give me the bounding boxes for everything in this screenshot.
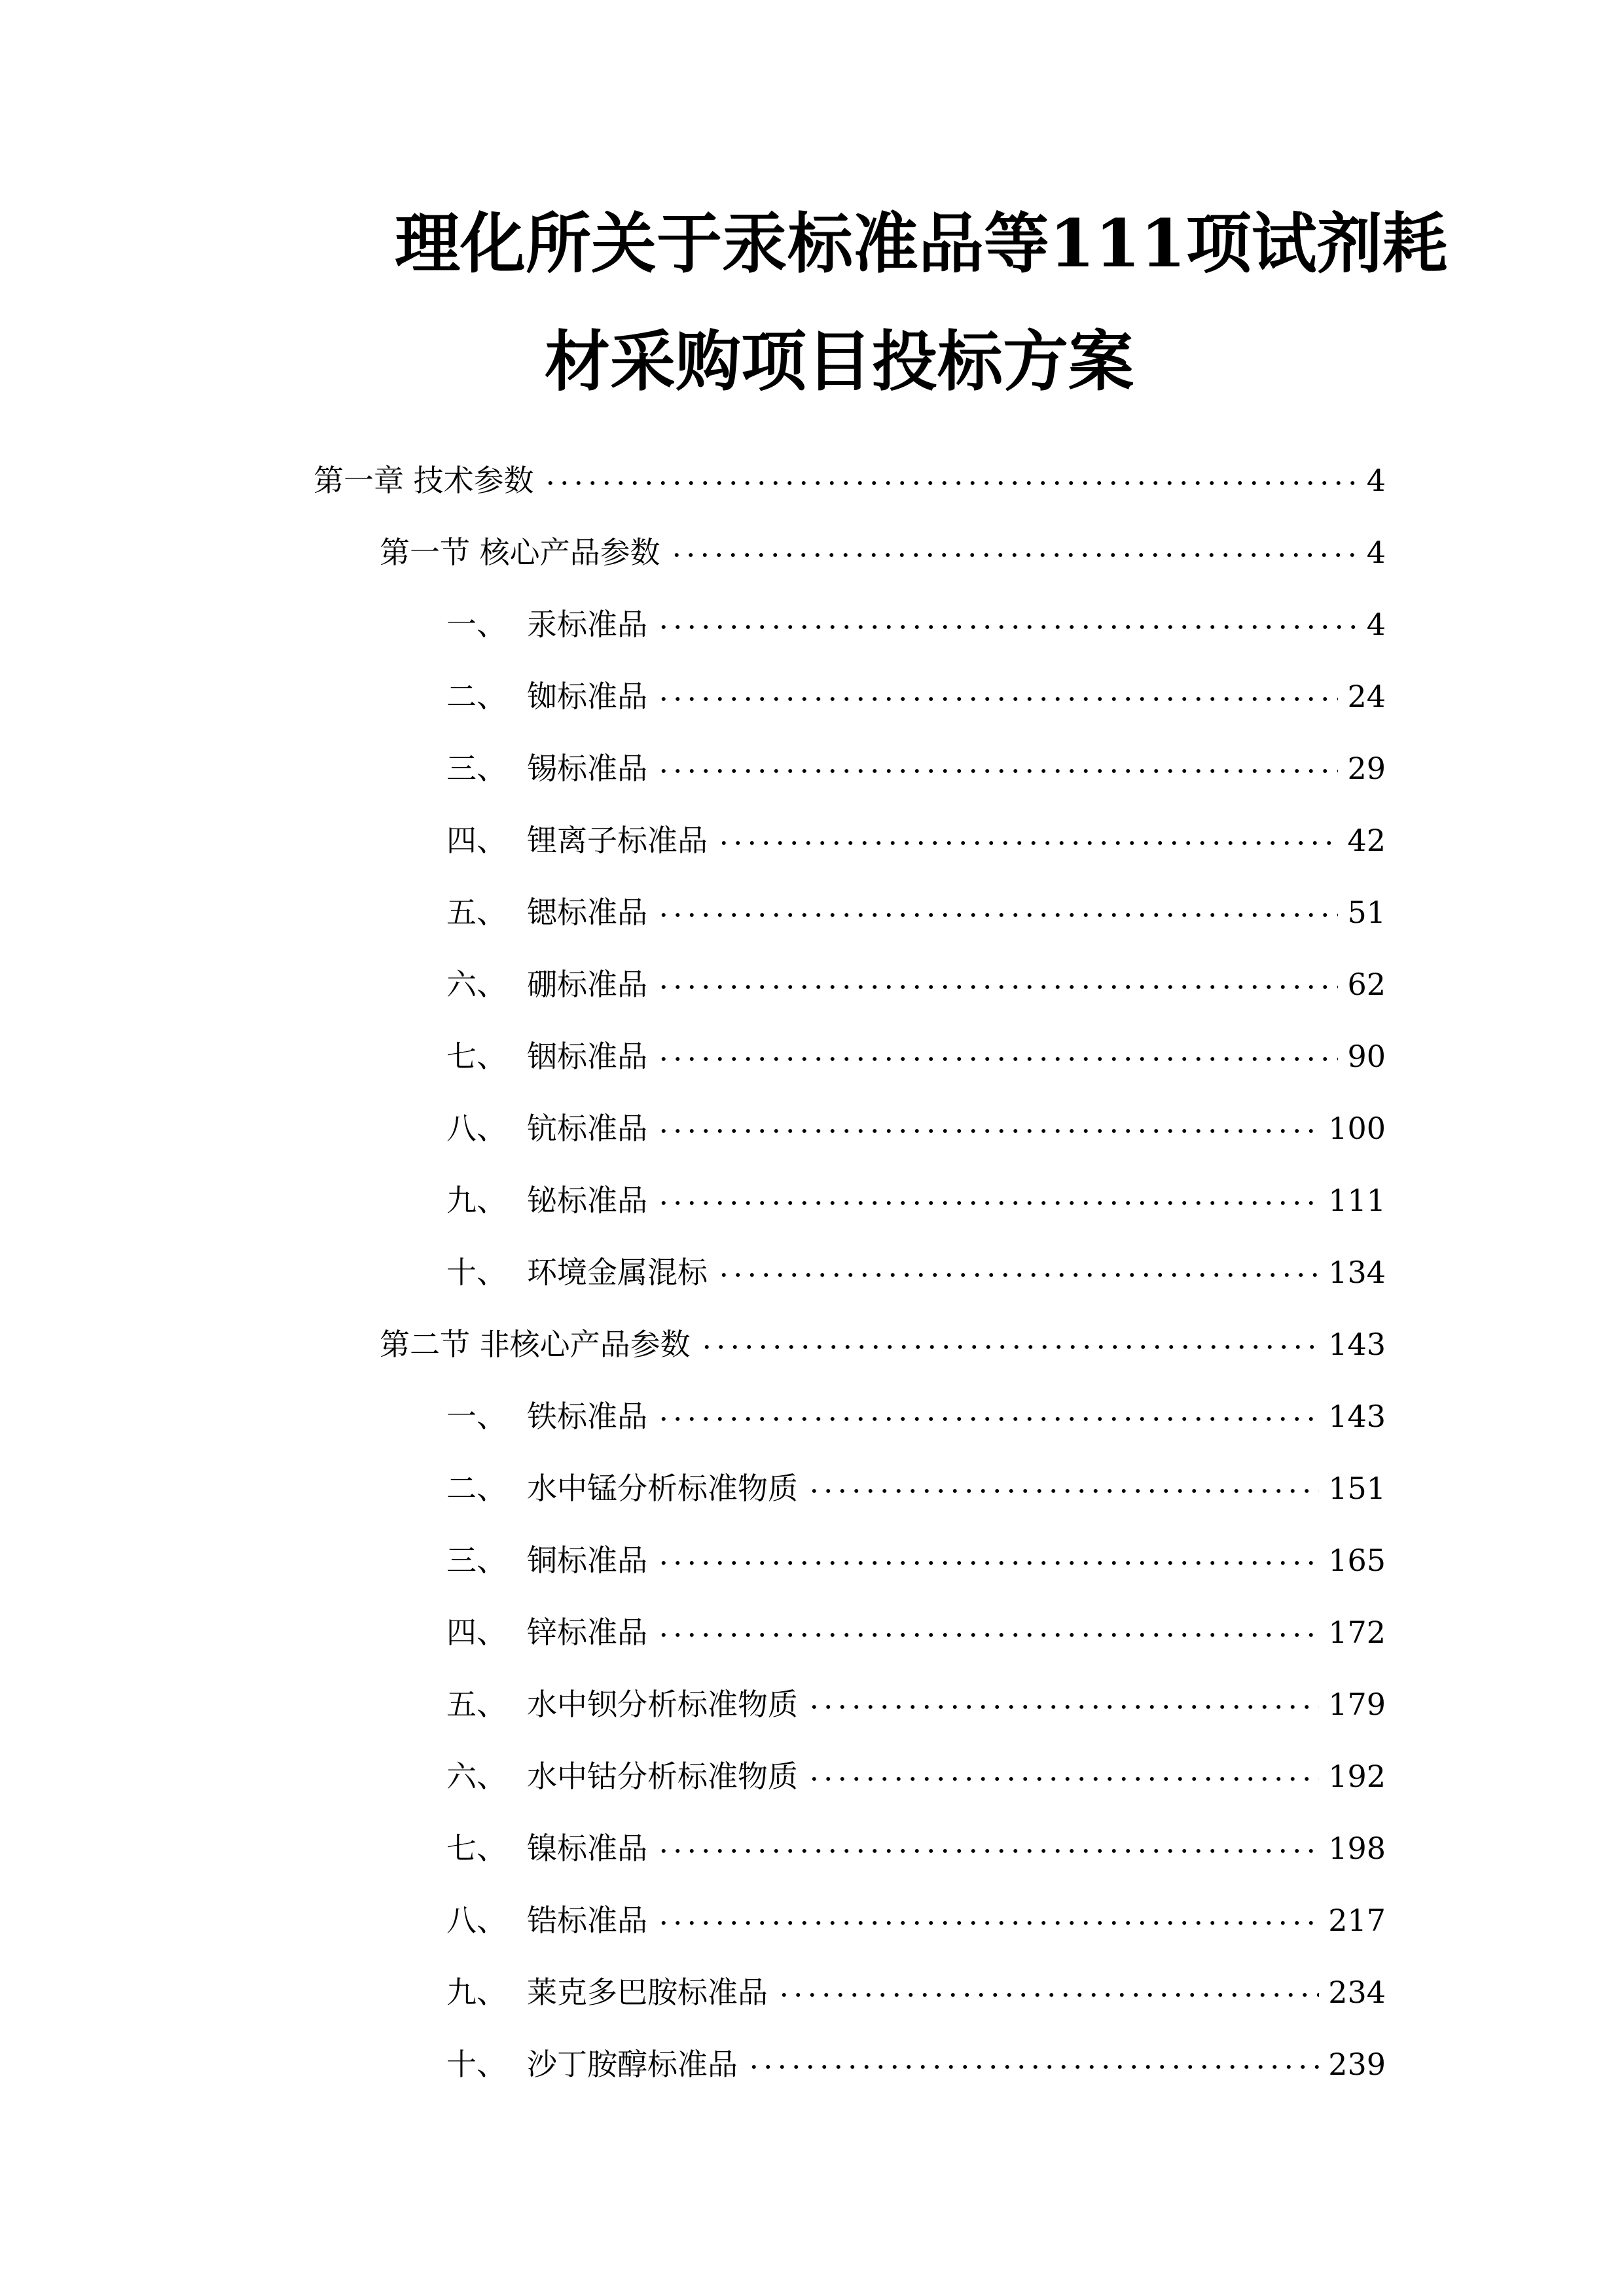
toc-entry-page-number: 4: [1366, 607, 1386, 642]
toc-entry-number: 七、: [446, 1831, 507, 1866]
toc-entry-number: 二、: [446, 1471, 507, 1506]
toc-entry-number: 三、: [446, 1543, 507, 1578]
toc-entry-number: 四、: [446, 1615, 507, 1650]
toc-entry-title: 第二节 非核心产品参数: [380, 1327, 691, 1362]
toc-entry-page-number: 42: [1347, 823, 1386, 858]
dot-leader: [670, 524, 1358, 563]
toc-entry-title: 锡标准品: [527, 751, 647, 786]
toc-entry-page-number: 100: [1328, 1111, 1386, 1146]
toc-entry-number: 十、: [446, 2047, 507, 2082]
toc-entry[interactable]: [446, 668, 1386, 714]
toc-entry[interactable]: [446, 884, 1386, 930]
toc-entry-title: 铋标准品: [527, 1183, 647, 1218]
toc-entry-number: 七、: [446, 1039, 507, 1074]
dot-leader: [657, 1820, 1319, 1859]
toc-entry[interactable]: [446, 956, 1386, 1002]
toc-entry[interactable]: [446, 1172, 1386, 1218]
dot-leader: [657, 1100, 1319, 1139]
toc-entry-title: 水中钡分析标准物质: [527, 1687, 798, 1722]
dot-leader: [717, 1244, 1319, 1283]
toc-entry-number: 八、: [446, 1903, 507, 1938]
toc-entry-title: 锆标准品: [527, 1903, 647, 1938]
toc-entry-page-number: 179: [1328, 1687, 1386, 1722]
toc-entry-title: 水中钴分析标准物质: [527, 1759, 798, 1794]
dot-leader: [657, 1892, 1319, 1931]
dot-leader: [657, 668, 1338, 707]
toc-entry[interactable]: [380, 1316, 1386, 1362]
toc-entry-title: 第一章 技术参数: [314, 463, 534, 498]
dot-leader: [543, 452, 1358, 491]
dot-leader: [657, 1028, 1338, 1067]
dot-leader: [777, 1964, 1319, 2003]
toc-entry-page-number: 172: [1328, 1615, 1386, 1650]
toc-entry-page-number: 217: [1328, 1903, 1386, 1938]
toc-entry-title: 锶标准品: [527, 895, 647, 930]
toc-entry[interactable]: [446, 1820, 1386, 1866]
toc-entry[interactable]: [446, 1964, 1386, 2010]
toc-entry-number: 十、: [446, 1255, 507, 1290]
toc-entry[interactable]: [446, 1676, 1386, 1722]
toc-entry-page-number: 24: [1347, 679, 1386, 714]
dot-leader: [657, 884, 1338, 923]
toc-entry-page-number: 111: [1328, 1183, 1386, 1218]
toc-entry-page-number: 4: [1366, 535, 1386, 570]
toc-entry[interactable]: [446, 1100, 1386, 1146]
toc-entry[interactable]: [446, 1892, 1386, 1938]
toc-entry[interactable]: [446, 1604, 1386, 1650]
dot-leader: [657, 596, 1358, 635]
toc-entry-page-number: 198: [1328, 1831, 1386, 1866]
toc-entry-number: 九、: [446, 1975, 507, 2010]
toc-entry-page-number: 192: [1328, 1759, 1386, 1794]
dot-leader: [657, 956, 1338, 995]
toc-entry-number: 五、: [446, 895, 507, 930]
toc-entry-number: 二、: [446, 679, 507, 714]
toc-entry-number: 一、: [446, 607, 507, 642]
toc-entry-page-number: 134: [1328, 1255, 1386, 1290]
toc-entry[interactable]: [446, 812, 1386, 858]
dot-leader: [657, 1532, 1319, 1571]
dot-leader: [657, 1172, 1319, 1211]
toc-entry-title: 铜标准品: [527, 1543, 647, 1578]
toc-entry-page-number: 151: [1328, 1471, 1386, 1506]
toc-entry-title: 水中锰分析标准物质: [527, 1471, 798, 1506]
toc-entry-page-number: 234: [1328, 1975, 1386, 2010]
document-title-line-2: 材采购项目投标方案: [545, 323, 1134, 400]
dot-leader: [717, 812, 1338, 851]
toc-entry-title: 莱克多巴胺标准品: [527, 1975, 768, 2010]
toc-entry-number: 六、: [446, 967, 507, 1002]
toc-entry-page-number: 143: [1328, 1327, 1386, 1362]
toc-entry[interactable]: [446, 740, 1386, 786]
toc-entry-title: 铟标准品: [527, 1039, 647, 1074]
dot-leader: [700, 1316, 1320, 1355]
toc-entry-title: 锂离子标准品: [527, 823, 708, 858]
dot-leader: [657, 740, 1338, 779]
toc-entry-title: 汞标准品: [527, 607, 647, 642]
toc-entry-number: 一、: [446, 1399, 507, 1434]
toc-entry[interactable]: [446, 2036, 1386, 2082]
toc-entry-page-number: 4: [1366, 463, 1386, 498]
toc-entry-number: 九、: [446, 1183, 507, 1218]
toc-entry[interactable]: [446, 1748, 1386, 1794]
dot-leader: [657, 1604, 1319, 1643]
toc-entry-number: 六、: [446, 1759, 507, 1794]
toc-entry[interactable]: [446, 1244, 1386, 1290]
toc-entry-title: 锌标准品: [527, 1615, 647, 1650]
toc-entry-title: 硼标准品: [527, 967, 647, 1002]
toc-entry-title: 沙丁胺醇标准品: [527, 2047, 738, 2082]
toc-entry-title: 镍标准品: [527, 1831, 647, 1866]
toc-entry-number: 五、: [446, 1687, 507, 1722]
toc-entry-title: 钪标准品: [527, 1111, 647, 1146]
dot-leader: [747, 2036, 1319, 2075]
toc-entry-title: 环境金属混标: [527, 1255, 708, 1290]
toc-entry-title: 铷标准品: [527, 679, 647, 714]
toc-entry-number: 三、: [446, 751, 507, 786]
toc-entry-page-number: 62: [1347, 967, 1386, 1002]
toc-entry-page-number: 165: [1328, 1543, 1386, 1578]
toc-entry[interactable]: [446, 1532, 1386, 1578]
toc-entry-number: 四、: [446, 823, 507, 858]
toc-entry-page-number: 29: [1347, 751, 1386, 786]
toc-entry[interactable]: [380, 524, 1386, 570]
document-title-line-1: 理化所关于汞标准品等111项试剂耗: [395, 205, 1448, 282]
toc-entry-number: 八、: [446, 1111, 507, 1146]
dot-leader: [657, 1388, 1319, 1427]
toc-entry[interactable]: [446, 1388, 1386, 1434]
toc-entry-page-number: 51: [1347, 895, 1386, 930]
toc-entry-title: 第一节 核心产品参数: [380, 535, 660, 570]
dot-leader: [807, 1748, 1319, 1787]
dot-leader: [807, 1460, 1319, 1499]
toc-entry-page-number: 90: [1347, 1039, 1386, 1074]
toc-entry-page-number: 143: [1328, 1399, 1386, 1434]
toc-entry[interactable]: [446, 1460, 1386, 1506]
toc-entry[interactable]: [314, 452, 1386, 498]
toc-entry[interactable]: [446, 596, 1386, 642]
toc-entry-page-number: 239: [1328, 2047, 1386, 2082]
toc-entry[interactable]: [446, 1028, 1386, 1074]
dot-leader: [807, 1676, 1319, 1715]
toc-entry-title: 铁标准品: [527, 1399, 647, 1434]
